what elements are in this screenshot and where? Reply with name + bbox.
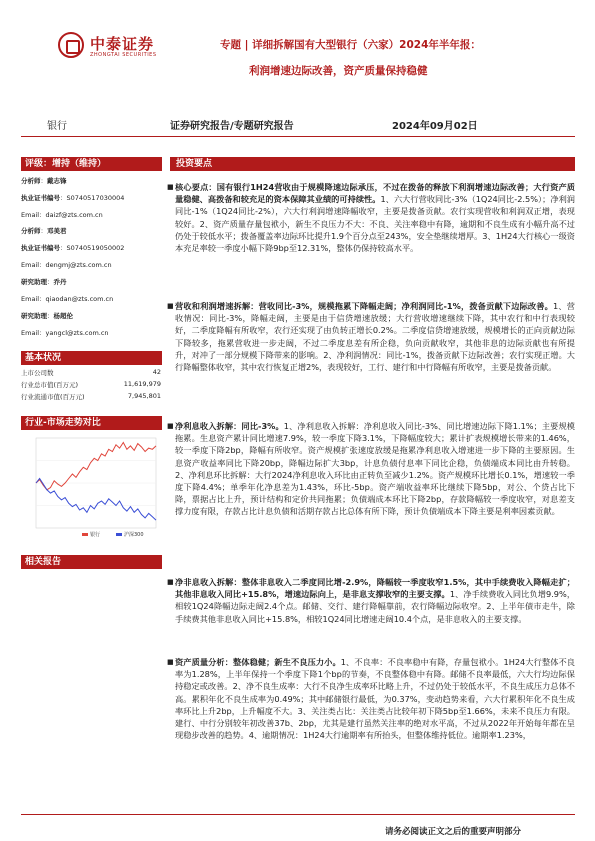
paragraph-body: 1、净利息收入拆解：净利息收入同比-3%、同比增速边际下降1.1%；主要规模拖累。生息资产累计同比增速7.9%，较一季度下降3.1%，下降幅度较大；累计扩表规模增长带来的1.46%，较一季度下降2bp，降幅有所收窄。资产规模扩张速度放缓是拖累净利息收入增速进一步下降的主要原因。生息资产收益率同比下降20bp，降幅边际扩大3bp，计息负债付息率下同比企稳，负债端成本同比由升转稳。2、净利息环比拆解：大行2024净利息收入环比由正转负至减少1.2%。资产规模环比增长0.1%，增速较一季度下降4.4%；单季年化净息差为1.43%，环比-5bp。资产端收益率环比继续下降5bp，对公、个贷占比下降，票据占比上升，预计结构和定价共同拖累；负债端成本环比下降2bp，存款降幅较一季度收窄，对息差支撑力度有限，存款占比计息负债和活期存款占比总体有所下降，预计负债端成本下降主要是利率因素贡献。 (175, 421, 575, 517)
analyst-2-email[interactable]: Email：dengmj@zts.com.cn (21, 261, 112, 269)
paragraph-lead: 净非息收入拆解：整体非息收入二季度同比增-2.9%，降幅较一季度收窄1.5%，其中手续费收入降幅走扩；其他非息收入同比+15.8%，增速边际向上，是非息支撑收窄的主要支撑。 (175, 577, 575, 600)
analyst-2-role: 分析师：邓美君 (21, 227, 67, 235)
company-logo (58, 32, 178, 66)
series-line-bank (36, 443, 156, 490)
basic-table (21, 368, 161, 404)
analyst-1-role: 分析师：戴志锋 (21, 177, 67, 185)
header-divider (21, 136, 575, 137)
basic-row-value: 42 (152, 368, 161, 376)
bullet-icon: ■ (167, 183, 174, 191)
market-trend-chart (22, 436, 160, 544)
paragraph-body: 1、营收情况：同比-3%，降幅走阔，主要是由于信贷增速放缓；大行营收增速继续下降，其中农行和中行表现较好，二季度降幅有所收窄，农行还实现了由负转正增长0.2%。二季度信贷增速放缓，规模增长的正向贡献边际下降较多，拖累营收进一步走阔，不过二季度息差有所企稳，负向贡献收窄，其他非息的边际贡献也有所提升，对冲了一部分规模下降带来的影响。2、净利润情况：同比-1%，拨备贡献下边际改善；农行实现正增。大行降幅整体收窄，其中农行恢复正增2%，表现较好，工行、建行和中行降幅有所收窄，主要是拨备贡献。 (175, 301, 575, 373)
paragraph-body: 1、净手续费收入同比负增9.9%，相较1Q24降幅边际走阔2.4个点。邮储、交行、建行降幅靠前，农行降幅边际收窄。2、上半年债市走牛，除手续费其他非息收入同比+15.8%，相较1Q24同比增速走阔10.4个点，是非息收入的主要支撑。 (175, 589, 576, 624)
rating-bar: 评级：增持（维持） (21, 157, 162, 171)
summary-paragraph-3 (167, 420, 575, 518)
report-title-line2: 利润增速边际改善，资产质量保持稳健 (249, 65, 428, 77)
bullet-icon: ■ (167, 302, 174, 310)
paragraph-lead: 核心要点：国有银行1H24营收由于规模降速边际承压，不过在拨备的释放下利润增速边际改善；大行资产质量稳健、高拨备和较充足的资本保障其业绩的可持续性。 (175, 182, 575, 205)
logo-name-cn: 中泰证券 (90, 35, 155, 53)
analyst-1-cert: 执业证书编号：S0740517030004 (21, 194, 125, 202)
chart-legend (82, 531, 144, 538)
basic-row-label: 行业总市值(百万元) (21, 381, 79, 389)
basic-row-value: 7,945,801 (127, 392, 161, 400)
related-heading: 相关报告 (21, 555, 162, 569)
assistant-2-role: 研究助理：杨超伦 (21, 312, 73, 320)
logo-name-en: ZHONGTAI SECURITIES (90, 52, 157, 58)
analyst-2-cert: 执业证书编号：S0740519050002 (21, 244, 125, 252)
bullet-icon: ■ (167, 422, 174, 430)
summary-paragraph-4 (167, 576, 576, 625)
analyst-1-email[interactable]: Email：daizf@zts.com.cn (21, 211, 103, 219)
assistant-1-role: 研究助理：乔丹 (21, 278, 67, 286)
bullet-icon: ■ (167, 578, 174, 586)
summary-heading: 投资要点 (170, 157, 575, 171)
report-title-line1: 专题 | 详细拆解国有大型银行（六家）2024年半年报： (220, 39, 481, 51)
legend-label: 银行 (90, 532, 101, 538)
summary-paragraph-5 (167, 656, 575, 741)
chart-heading: 行业-市场走势对比 (21, 416, 162, 430)
paragraph-lead: 净利息收入拆解：同比-3%。 (175, 421, 284, 431)
bullet-icon: ■ (167, 658, 174, 666)
paragraph-lead: 营收和利润增速拆解：营收同比-3%，规模拖累下降幅走阔；净利润同比-1%，拨备贡献下边际改善。 (175, 301, 554, 311)
chart-grid (36, 461, 156, 506)
basic-heading: 基本状况 (21, 351, 162, 365)
series-line-csi300 (36, 479, 156, 521)
assistant-2-email[interactable]: Email：yangcl@zts.com.cn (21, 329, 109, 337)
report-date: 2024年09月02日 (392, 121, 478, 132)
paragraph-lead: 资产质量分析：整体稳健；新生不良压力小。 (175, 657, 341, 667)
industry-label: 银行 (47, 121, 67, 132)
legend-swatch (116, 533, 122, 536)
paragraph-body: 1、六大行营收同比-3%（1Q24同比-2.5%）；净利润同比-1%（1Q24同比-2%），六大行利润增速降幅收窄，主要是拨备贡献。农行实现营收和利润双正增，表现较好。2、资产质量存量包袱小，新生不良压力不大：不良、关注率稳中有降，逾期和不良生成有小幅升高不过仍处于较低水平；拨备覆盖率边际环比提升1.9个百分点至243%，安全垫继续增厚。3、1H24大行核心一级资本充足率较一季度小幅下降9bp至12.31%，整体仍保持较高水平。 (175, 194, 575, 254)
footer-divider (21, 814, 575, 815)
assistant-1-email[interactable]: Email：qiaodan@zts.com.cn (21, 295, 114, 303)
basic-row-value: 11,619,979 (123, 380, 161, 388)
legend-label: 沪深300 (124, 532, 144, 538)
basic-row-label: 上市公司数 (21, 369, 54, 377)
legend-swatch (82, 533, 88, 536)
logo-mark-icon (58, 32, 84, 58)
basic-row-label: 行业流通市值(百万元) (21, 393, 85, 401)
report-type: 证券研究报告/专题研究报告 (170, 121, 294, 132)
footer-disclaimer: 请务必阅读正文之后的重要声明部分 (385, 827, 522, 837)
summary-paragraph-2 (167, 300, 575, 373)
paragraph-body: 1、不良率：不良率稳中有降，存量包袱小。1H24大行整体不良率为1.28%，上半年保持一个季度下降1个bp的节奏，不良整体稳中有降。邮储不良率最低，六大行均边际保持稳定或改善。2、净不良生成率：大行不良净生成率环比略上升，不过仍处于较低水平，不良生成压力总体不高。累积年化不良生成率为0.49%；其中邮储银行最低，为0.37%，变动趋势来看，六大行累积年化不良生成率环比上升2bp，上升幅度不大。3、关注类占比：关注类占比较年初下降5bp至1.66%，未来不良压力有限。建行、中行分别较年初改善37b、2bp，尤其是建行虽然关注率的绝对水平高，不过从2022年开始每年都在呈现稳步改善的趋势。4、逾期情况：1H24大行逾期率有所抬头，但整体维持低位。逾期率1.23%， (175, 657, 575, 741)
summary-paragraph-1 (167, 181, 575, 254)
